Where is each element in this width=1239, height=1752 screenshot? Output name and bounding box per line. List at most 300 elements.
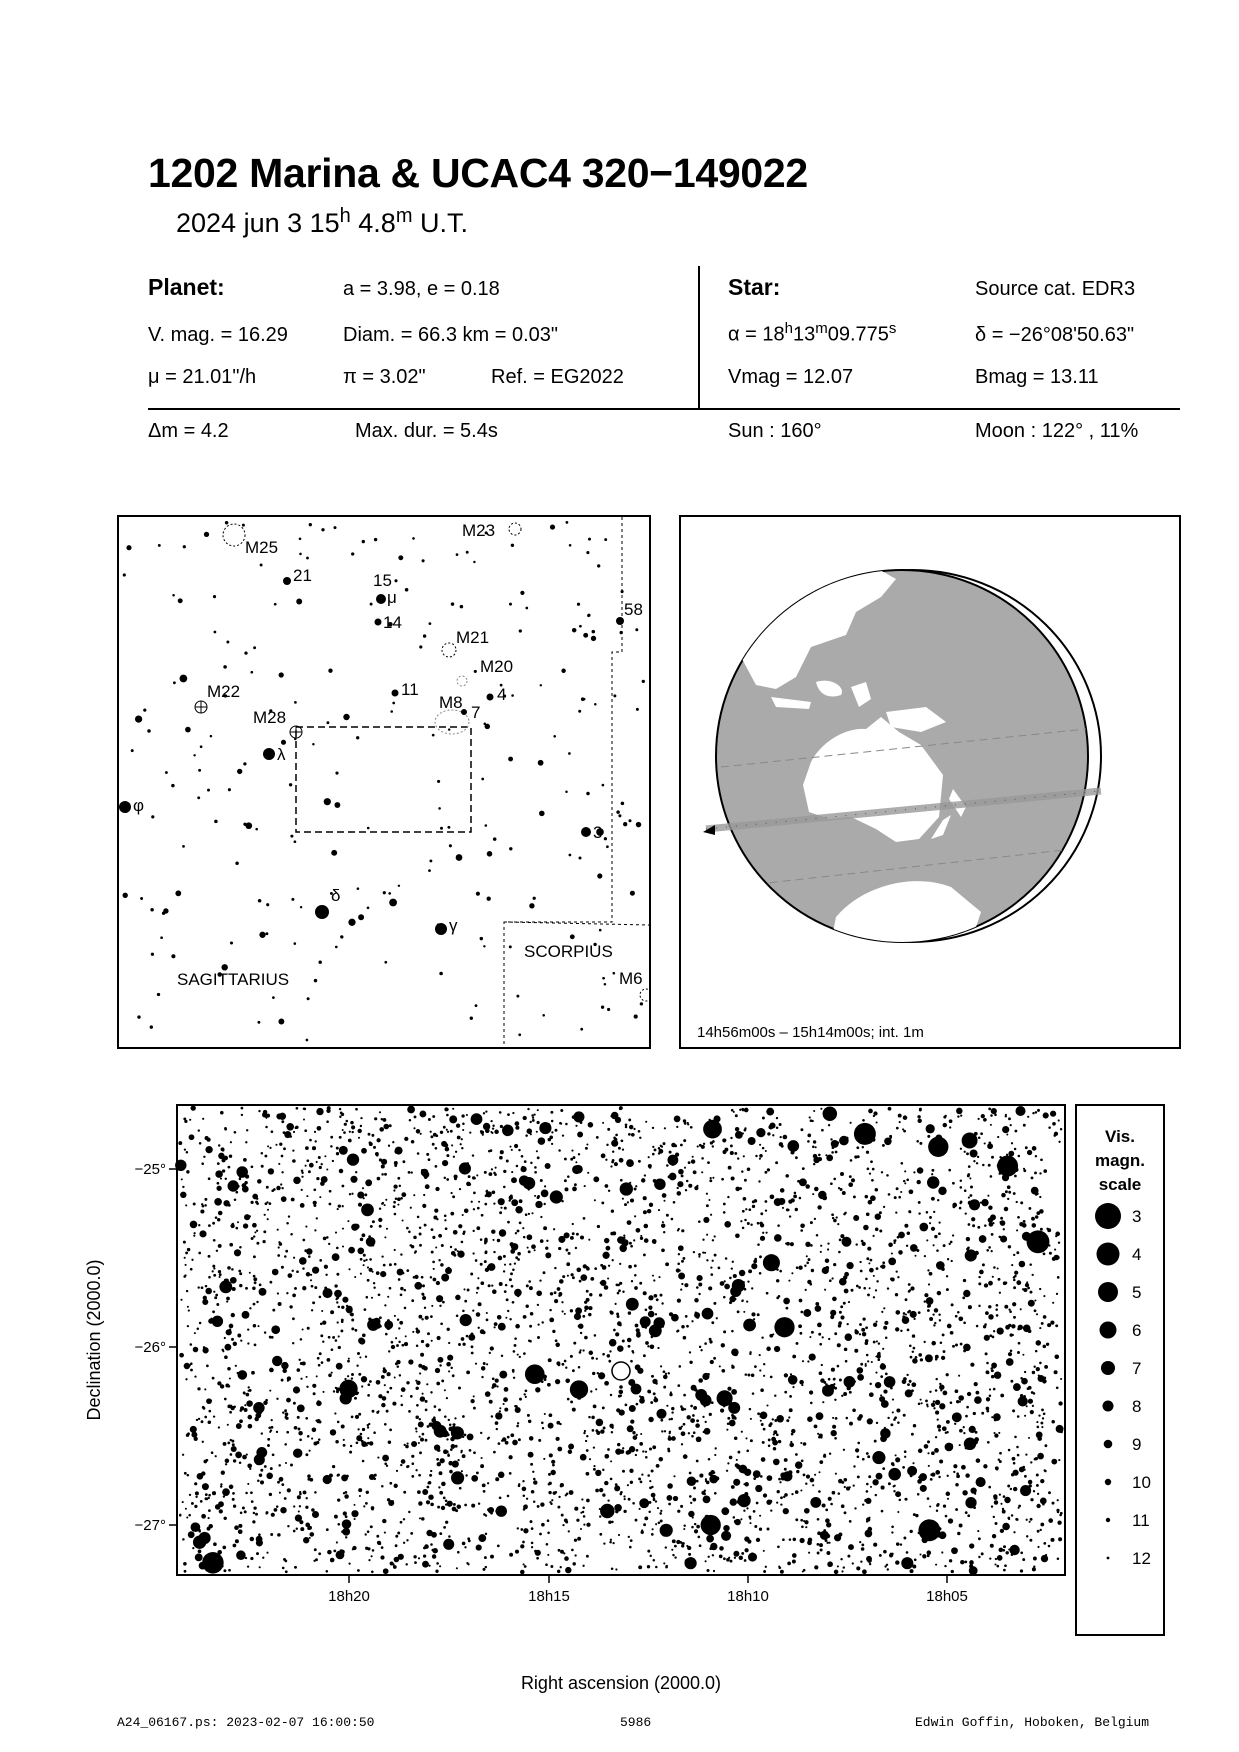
chart-star	[483, 1112, 485, 1114]
chart-star	[701, 1515, 721, 1535]
chart-star	[607, 1128, 610, 1131]
chart-star	[735, 1187, 740, 1192]
chart-star	[257, 1325, 259, 1327]
chart-star	[763, 1375, 765, 1377]
field-star	[602, 784, 605, 787]
chart-star	[572, 1223, 574, 1225]
chart-star	[1017, 1216, 1020, 1219]
chart-star	[977, 1156, 979, 1158]
field-star	[553, 735, 556, 738]
chart-star	[471, 1504, 475, 1508]
chart-star	[298, 1428, 301, 1431]
chart-star	[286, 1292, 288, 1294]
chart-star	[699, 1346, 701, 1348]
chart-star	[652, 1153, 655, 1156]
chart-star	[525, 1389, 528, 1392]
chart-star	[1006, 1526, 1009, 1529]
chart-star	[1042, 1417, 1044, 1419]
chart-star	[973, 1160, 975, 1162]
chart-star	[912, 1564, 916, 1568]
chart-star	[837, 1365, 840, 1368]
chart-star	[257, 1479, 260, 1482]
field-star	[621, 802, 625, 806]
chart-star	[636, 1328, 640, 1332]
chart-star	[747, 1222, 750, 1225]
chart-star	[856, 1367, 863, 1374]
chart-star	[312, 1301, 315, 1304]
chart-star	[225, 1459, 230, 1464]
chart-star	[844, 1511, 847, 1514]
chart-star	[336, 1152, 339, 1155]
chart-star	[585, 1390, 587, 1392]
chart-star	[206, 1365, 209, 1368]
chart-star	[493, 1451, 496, 1454]
chart-star	[991, 1505, 993, 1507]
chart-star	[952, 1203, 957, 1208]
chart-star	[204, 1204, 207, 1207]
chart-star	[651, 1533, 654, 1536]
field-star	[230, 941, 233, 944]
chart-star	[610, 1539, 612, 1541]
chart-star	[803, 1309, 811, 1317]
chart-star	[694, 1298, 699, 1303]
chart-star	[204, 1388, 206, 1390]
chart-star	[935, 1378, 937, 1380]
chart-star	[966, 1406, 969, 1409]
chart-star	[953, 1471, 955, 1473]
chart-star	[689, 1361, 692, 1364]
chart-star	[995, 1522, 998, 1525]
field-star	[243, 823, 246, 826]
chart-star	[687, 1477, 697, 1487]
chart-star	[254, 1344, 257, 1347]
chart-star	[499, 1156, 503, 1160]
chart-star	[895, 1454, 897, 1456]
chart-star	[253, 1303, 256, 1306]
chart-star	[437, 1336, 441, 1340]
chart-star	[888, 1193, 891, 1196]
chart-star	[654, 1396, 656, 1398]
chart-star	[461, 1138, 463, 1140]
chart-star	[730, 1498, 737, 1505]
chart-star	[663, 1142, 666, 1145]
field-star	[577, 603, 580, 606]
chart-star	[965, 1446, 968, 1449]
chart-star	[393, 1184, 397, 1188]
chart-star	[835, 1417, 838, 1420]
chart-star	[287, 1488, 291, 1492]
chart-star	[810, 1402, 813, 1405]
chart-star	[478, 1503, 480, 1505]
chart-star	[997, 1136, 999, 1138]
chart-star	[394, 1263, 397, 1266]
chart-star	[652, 1445, 656, 1449]
chart-star	[1019, 1261, 1026, 1268]
chart-star	[1017, 1415, 1020, 1418]
chart-star	[691, 1320, 693, 1322]
chart-star	[187, 1474, 190, 1477]
chart-star	[745, 1208, 747, 1210]
chart-star	[708, 1199, 710, 1201]
chart-star	[875, 1355, 877, 1357]
chart-star	[395, 1535, 398, 1538]
field-star	[228, 788, 231, 791]
chart-star	[734, 1436, 738, 1440]
chart-star	[896, 1270, 898, 1272]
chart-star	[622, 1340, 625, 1343]
chart-star	[457, 1459, 459, 1461]
chart-star	[883, 1326, 887, 1330]
chart-star	[514, 1262, 516, 1264]
chart-star	[743, 1311, 745, 1313]
chart-star	[852, 1409, 856, 1413]
chart-star	[927, 1550, 932, 1555]
chart-star	[404, 1137, 408, 1141]
chart-star	[590, 1390, 592, 1392]
chart-star	[348, 1158, 350, 1160]
chart-star	[387, 1391, 390, 1394]
chart-star	[994, 1563, 996, 1565]
chart-star	[225, 1344, 232, 1351]
chart-star	[195, 1554, 203, 1562]
chart-star	[664, 1127, 666, 1129]
chart-star	[868, 1475, 871, 1478]
chart-star	[564, 1179, 567, 1182]
chart-star	[182, 1454, 184, 1456]
chart-star	[214, 1198, 222, 1206]
chart-star	[574, 1507, 578, 1511]
chart-star	[959, 1444, 961, 1446]
chart-star	[934, 1448, 939, 1453]
chart-star	[321, 1163, 323, 1165]
chart-star	[1023, 1468, 1026, 1471]
chart-star	[708, 1458, 711, 1461]
chart-star	[1013, 1487, 1017, 1491]
chart-star	[363, 1505, 365, 1507]
chart-star	[495, 1510, 498, 1513]
chart-star	[410, 1395, 413, 1398]
chart-star	[690, 1405, 693, 1408]
chart-star	[217, 1218, 220, 1221]
chart-star	[203, 1460, 207, 1464]
chart-star	[723, 1330, 726, 1333]
chart-star	[511, 1171, 513, 1173]
chart-star	[805, 1184, 809, 1188]
chart-star	[477, 1277, 479, 1279]
chart-star	[737, 1500, 741, 1504]
chart-star	[776, 1415, 783, 1422]
chart-star	[1008, 1117, 1011, 1120]
chart-star	[253, 1255, 256, 1258]
chart-star	[401, 1404, 404, 1407]
chart-star	[183, 1241, 186, 1244]
chart-star	[886, 1564, 888, 1566]
chart-star	[669, 1151, 672, 1154]
chart-star	[932, 1313, 934, 1315]
chart-star	[250, 1537, 254, 1541]
chart-star	[616, 1313, 619, 1316]
chart-star	[822, 1503, 826, 1507]
chart-star	[870, 1259, 873, 1262]
chart-star	[814, 1565, 818, 1569]
chart-star	[285, 1462, 287, 1464]
chart-star	[515, 1206, 523, 1214]
chart-star	[223, 1495, 225, 1497]
field-star	[324, 798, 331, 805]
chart-star	[239, 1461, 242, 1464]
chart-star	[1022, 1354, 1024, 1356]
chart-star	[742, 1227, 745, 1230]
chart-star	[278, 1246, 280, 1248]
chart-star	[229, 1324, 234, 1329]
chart-star	[1033, 1490, 1035, 1492]
chart-star	[194, 1332, 196, 1334]
chart-star	[285, 1416, 287, 1418]
chart-star	[619, 1158, 624, 1163]
chart-star	[185, 1204, 187, 1206]
chart-star	[1000, 1235, 1007, 1242]
chart-star	[540, 1239, 544, 1243]
chart-star	[928, 1137, 948, 1157]
chart-star	[908, 1283, 911, 1286]
chart-star	[698, 1220, 701, 1223]
chart-star	[515, 1232, 517, 1234]
chart-star	[362, 1187, 364, 1189]
chart-star	[839, 1379, 842, 1382]
chart-star	[394, 1377, 396, 1379]
chart-star	[1016, 1280, 1021, 1285]
chart-star	[888, 1258, 896, 1266]
chart-star	[438, 1408, 441, 1411]
chart-star	[619, 1263, 621, 1265]
chart-star	[944, 1565, 946, 1567]
chart-star	[253, 1402, 265, 1414]
chart-star	[789, 1408, 793, 1412]
chart-star	[329, 1474, 333, 1478]
chart-star	[960, 1179, 962, 1181]
chart-star	[345, 1536, 347, 1538]
chart-star	[334, 1412, 336, 1414]
chart-star	[319, 1421, 322, 1424]
chart-star	[766, 1232, 768, 1234]
chart-star	[1020, 1551, 1023, 1554]
chart-star	[250, 1491, 253, 1494]
chart-star	[512, 1440, 518, 1446]
chart-star	[403, 1542, 405, 1544]
chart-star	[487, 1508, 490, 1511]
chart-star	[879, 1554, 882, 1557]
field-star	[296, 599, 302, 605]
chart-star	[399, 1185, 401, 1187]
chart-star	[416, 1404, 419, 1407]
chart-star	[867, 1455, 870, 1458]
chart-star	[436, 1295, 443, 1302]
chart-star	[793, 1195, 797, 1199]
chart-star	[743, 1155, 745, 1157]
chart-star	[306, 1376, 308, 1378]
chart-star	[769, 1260, 772, 1263]
label-14: 14	[383, 613, 402, 632]
chart-star	[635, 1519, 638, 1522]
chart-star	[371, 1134, 374, 1137]
chart-star	[339, 1146, 348, 1155]
chart-star	[305, 1417, 308, 1420]
chart-star	[197, 1327, 200, 1330]
chart-star	[381, 1375, 385, 1379]
chart-star	[818, 1436, 821, 1439]
chart-star	[1057, 1511, 1060, 1514]
chart-star	[919, 1142, 922, 1145]
chart-star	[924, 1444, 929, 1449]
chart-star	[614, 1162, 618, 1166]
chart-star	[798, 1266, 802, 1270]
chart-star	[873, 1543, 877, 1547]
chart-star	[1026, 1535, 1028, 1537]
chart-star	[873, 1115, 875, 1117]
chart-star	[861, 1544, 864, 1547]
legend-magnitude-dot	[1097, 1243, 1120, 1266]
chart-star	[816, 1234, 819, 1237]
chart-star	[940, 1342, 943, 1345]
chart-star	[439, 1565, 441, 1567]
chart-star	[239, 1419, 243, 1423]
sun-elongation: Sun : 160°	[728, 420, 822, 442]
chart-star	[980, 1132, 983, 1135]
chart-star	[367, 1394, 370, 1397]
chart-star	[963, 1321, 966, 1324]
chart-star	[1004, 1305, 1008, 1309]
chart-star	[1031, 1391, 1034, 1394]
chart-star	[929, 1391, 931, 1393]
chart-star	[904, 1224, 908, 1228]
chart-star	[882, 1261, 885, 1264]
chart-star	[256, 1461, 260, 1465]
chart-star	[913, 1424, 916, 1427]
chart-star	[421, 1517, 425, 1521]
chart-star	[534, 1114, 536, 1116]
chart-star	[806, 1262, 809, 1265]
chart-star	[239, 1284, 242, 1287]
chart-star	[694, 1186, 698, 1190]
chart-star	[329, 1203, 332, 1206]
chart-star	[770, 1194, 775, 1199]
chart-star	[565, 1187, 569, 1191]
chart-star	[189, 1134, 195, 1140]
chart-star	[432, 1261, 435, 1264]
star-gamma-dot	[435, 923, 447, 935]
chart-star	[665, 1565, 668, 1568]
chart-star	[870, 1134, 873, 1137]
chart-star	[778, 1565, 780, 1567]
chart-star	[723, 1557, 726, 1560]
field-star	[225, 521, 228, 524]
chart-star	[826, 1155, 833, 1162]
chart-star	[188, 1310, 190, 1312]
chart-star	[281, 1483, 284, 1486]
chart-star	[917, 1119, 921, 1123]
chart-star	[622, 1447, 624, 1449]
chart-star	[688, 1553, 691, 1556]
chart-star	[875, 1188, 879, 1192]
chart-star	[447, 1501, 453, 1507]
chart-star	[986, 1249, 989, 1252]
chart-star	[222, 1169, 225, 1172]
chart-star	[986, 1370, 990, 1374]
chart-star	[313, 1188, 316, 1191]
chart-star	[814, 1474, 816, 1476]
legend-magnitude-dot	[1100, 1322, 1117, 1339]
field-star	[243, 762, 246, 765]
chart-star	[212, 1270, 214, 1272]
chart-star	[543, 1271, 546, 1274]
label-m6: M6	[619, 969, 643, 988]
chart-star	[570, 1355, 573, 1358]
chart-star	[706, 1234, 708, 1236]
chart-star	[952, 1234, 954, 1236]
chart-star	[289, 1305, 292, 1308]
chart-star	[555, 1129, 558, 1132]
chart-star	[379, 1208, 381, 1210]
chart-star	[991, 1416, 993, 1418]
chart-star	[337, 1523, 340, 1526]
chart-star	[271, 1130, 274, 1133]
chart-star	[641, 1474, 643, 1476]
chart-star	[759, 1144, 761, 1146]
chart-star	[677, 1229, 679, 1231]
field-star	[509, 603, 512, 606]
chart-star	[195, 1523, 197, 1525]
chart-star	[208, 1421, 212, 1425]
chart-star	[698, 1256, 700, 1258]
chart-star	[898, 1250, 903, 1255]
chart-star	[236, 1227, 239, 1230]
chart-star	[702, 1373, 709, 1380]
chart-star	[523, 1508, 526, 1511]
chart-star	[931, 1451, 935, 1455]
chart-star	[357, 1392, 359, 1394]
chart-star	[875, 1289, 877, 1291]
chart-star	[960, 1114, 962, 1116]
chart-star	[681, 1174, 684, 1177]
chart-star	[1024, 1415, 1026, 1417]
chart-star	[928, 1465, 930, 1467]
chart-star	[242, 1377, 245, 1380]
chart-star	[663, 1375, 668, 1380]
chart-star	[691, 1385, 697, 1391]
chart-star	[520, 1570, 525, 1575]
chart-star	[439, 1471, 443, 1475]
chart-star	[822, 1401, 824, 1403]
chart-star	[484, 1238, 487, 1241]
chart-star	[924, 1341, 926, 1343]
chart-star	[826, 1551, 830, 1555]
chart-star	[942, 1333, 945, 1336]
chart-star	[888, 1482, 891, 1485]
chart-star	[689, 1472, 692, 1475]
chart-star	[831, 1368, 835, 1372]
chart-star	[683, 1524, 685, 1526]
chart-star	[509, 1199, 511, 1201]
chart-star	[503, 1255, 506, 1258]
chart-star	[887, 1417, 889, 1419]
chart-star	[683, 1336, 687, 1340]
chart-star	[751, 1287, 753, 1289]
chart-star	[568, 1444, 574, 1450]
chart-star	[454, 1175, 458, 1179]
chart-star	[391, 1345, 395, 1349]
chart-star	[381, 1255, 383, 1257]
chart-star	[201, 1286, 204, 1289]
